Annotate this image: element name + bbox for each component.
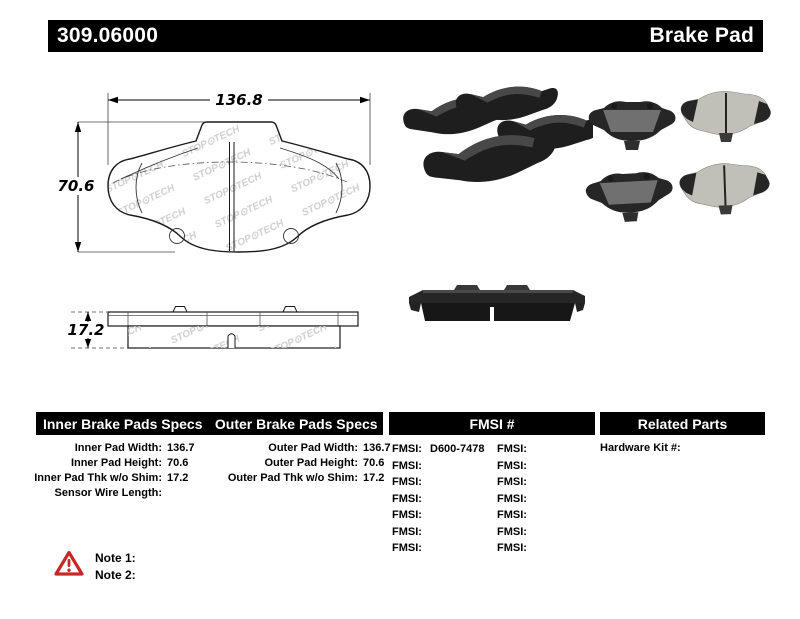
spec-label: FMSI: [497,542,527,554]
fmsi-row [392,507,484,524]
fmsi-row [392,458,484,475]
spec-value: 17.2 [167,472,189,484]
spec-row [600,441,686,456]
photo-pad-backing [585,171,674,224]
spec-label: FMSI: [392,492,422,505]
spec-value: 136.7 [167,442,195,454]
pad-front-view-drawing [55,85,400,290]
spec-label: Inner Pad Height: [70,457,162,469]
fmsi-row [392,441,484,458]
spec-value: D600-7478 [430,443,485,455]
warning-icon [54,550,84,577]
spec-label: Outer Pad Thk w/o Shim: [227,472,358,484]
spec-row [170,456,391,471]
photo-pad-friction [679,162,770,216]
spec-label: Outer Pad Height: [264,457,358,469]
fmsi-row [497,474,535,491]
spec-label: FMSI: [497,443,527,455]
part-number: 309.06000 [57,24,159,47]
spec-label: Inner Pad Width: [74,442,162,454]
spec-row [170,471,391,486]
photo-pad [421,126,561,192]
inner-specs-header: Inner Brake Pads Specs [42,415,203,432]
product-name: Brake Pad [649,24,754,47]
spec-value: 70.6 [363,457,385,469]
fmsi-row [392,540,484,557]
pads-photo-group [393,86,593,218]
outer-specs-column [170,441,391,486]
thickness-dimension-label: 17.2 [67,321,105,339]
pad-side-outline [108,307,358,349]
fmsi-column-1 [392,441,484,557]
spec-label: FMSI: [392,443,422,455]
fmsi-row [497,458,535,475]
fmsi-row [392,474,484,491]
height-dimension-label: 70.6 [57,177,95,195]
pads-photo-pairs [581,83,771,231]
fmsi-row [497,441,535,458]
spec-label: FMSI: [392,525,422,538]
outer-specs-header: Outer Brake Pads Specs [214,415,378,432]
inner-specs-column [20,441,195,501]
spec-row [170,441,391,456]
specs-header-bar [36,412,383,435]
note-label: Note 1: [95,551,136,565]
title-bar [48,20,763,52]
height-dimension [55,122,99,252]
photo-pad-friction [681,91,771,142]
spec-label: Hardware Kit #: [600,442,681,454]
spec-label: Inner Pad Thk w/o Shim: [34,472,162,484]
spec-row [20,441,195,456]
fmsi-column-2 [497,441,535,557]
thickness-dimension [66,312,106,348]
fmsi-row [497,507,535,524]
spec-label: FMSI: [497,525,527,538]
fmsi-row [497,491,535,508]
spec-label: FMSI: [497,459,527,472]
spec-label: FMSI: [392,476,422,488]
note-2 [95,568,136,583]
related-parts-header: Related Parts [637,415,728,432]
fmsi-row [497,540,535,557]
spec-label: FMSI: [497,509,527,521]
spec-value: 70.6 [167,457,189,469]
spec-label: FMSI: [497,476,527,488]
fmsi-header: FMSI # [469,415,515,432]
spec-value: 17.2 [363,472,385,484]
spec-label: FMSI: [392,542,422,554]
related-parts-column [600,441,686,456]
spec-label: FMSI: [497,492,527,505]
pad-front-outline [108,122,370,252]
spec-label: FMSI: [392,509,422,521]
fmsi-row [392,491,484,508]
photo-pad-backing [589,101,676,150]
width-dimension-label: 136.8 [215,91,263,109]
spec-row [20,486,195,501]
note-label: Note 2: [95,568,136,582]
spec-label: Outer Pad Width: [268,442,358,454]
spec-label: FMSI: [392,459,422,472]
spec-value: 136.7 [363,442,391,454]
spec-row [20,456,195,471]
width-dimension [108,90,370,110]
spec-label: Sensor Wire Length: [54,487,162,499]
pad-side-view-drawing [55,295,400,370]
fmsi-header-bar [389,412,595,435]
fmsi-row [497,524,535,541]
note-1 [95,551,136,566]
pad-edge-photo [397,282,595,328]
related-parts-header-bar [600,412,765,435]
spec-row [20,471,195,486]
fmsi-row [392,524,484,541]
